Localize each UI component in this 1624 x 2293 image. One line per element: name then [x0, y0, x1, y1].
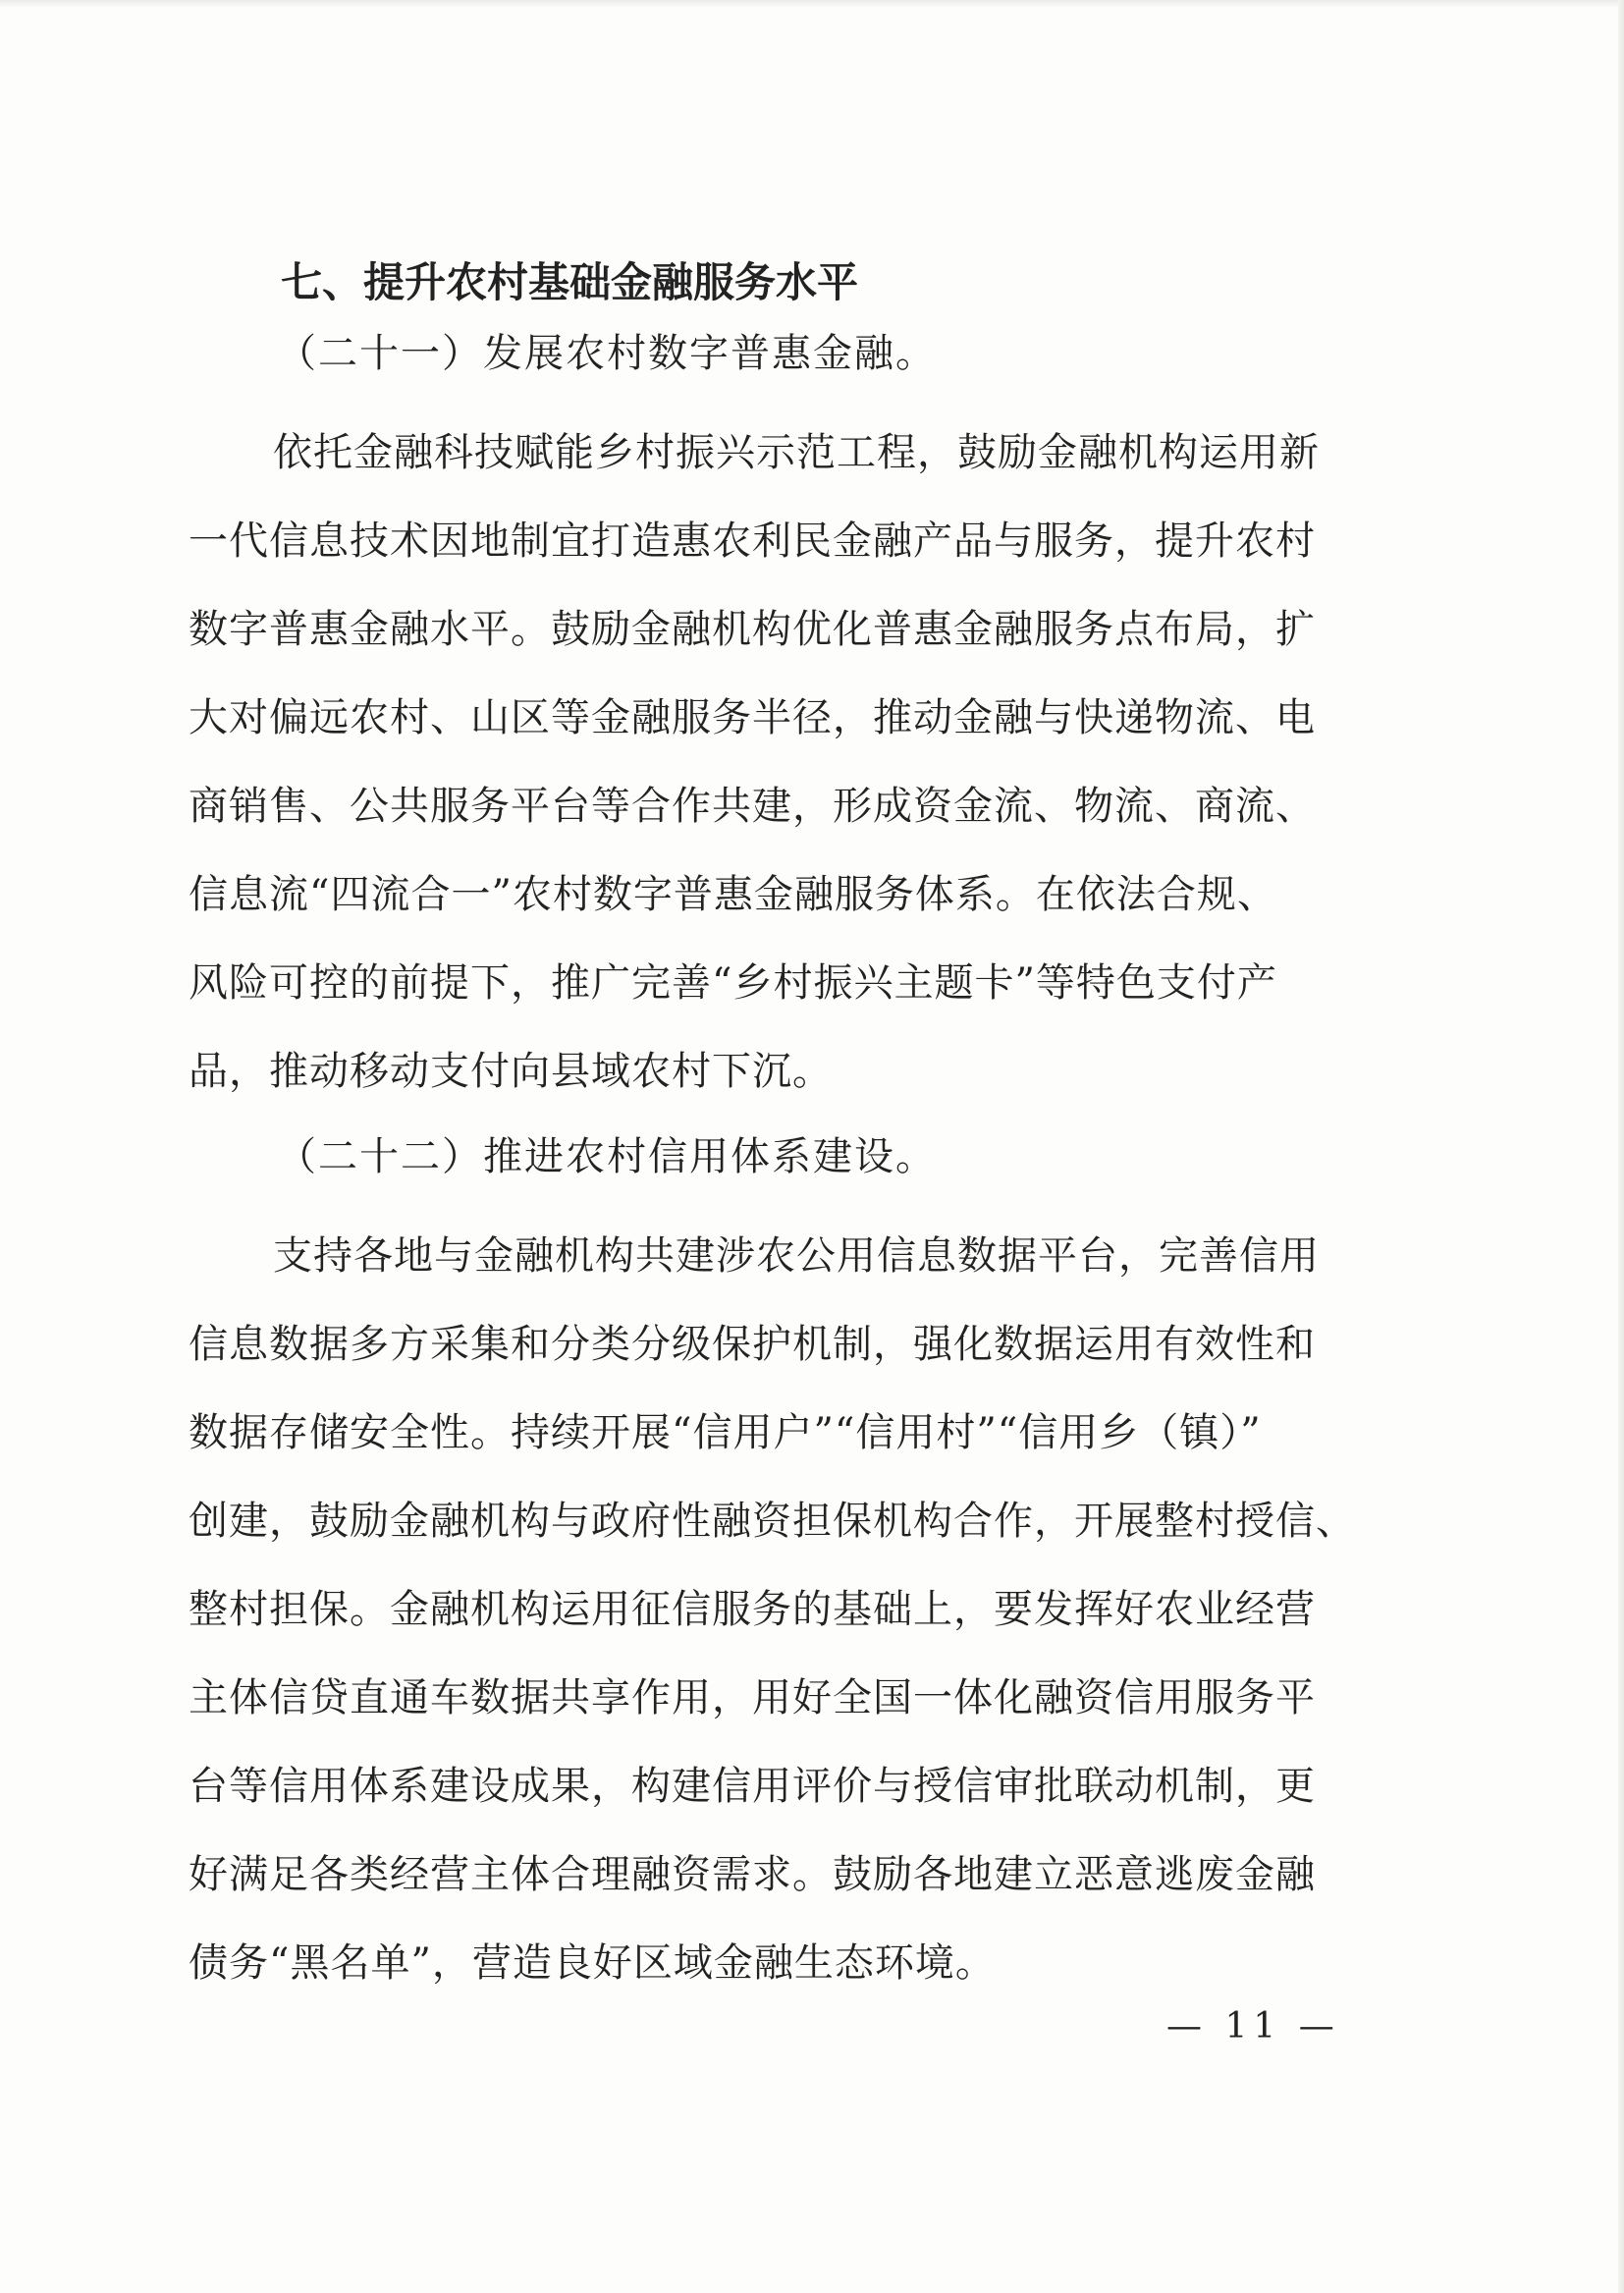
subsection-title-22: （二十二）推进农村信用体系建设。: [277, 1134, 937, 1179]
paragraph-21: [189, 409, 1367, 1116]
paragraph-line: 债务“黑名单”，营造良好区域金融生态环境。: [189, 1940, 996, 1986]
paragraph-line: 好满足各类经营主体合理融资需求。鼓励各地建立恶意逃废金融: [189, 1852, 1316, 1897]
section-heading: 七、提升农村基础金融服务水平: [281, 258, 859, 306]
paragraph-line: 大对偏远农村、山区等金融服务半径，推动金融与快递物流、电: [189, 695, 1316, 740]
scan-shadow-right: [1618, 0, 1624, 2293]
paragraph-line: 主体信贷直通车数据共享作用，用好全国一体化融资信用服务平: [189, 1675, 1316, 1720]
page-number: — 11 —: [1166, 2006, 1340, 2047]
paragraph-line: 信息流“四流合一”农村数字普惠金融服务体系。在依法合规、: [189, 872, 1277, 917]
subsection-title-21: （二十一）发展农村数字普惠金融。: [277, 331, 937, 376]
paragraph-line: 数据存储安全性。持续开展“信用户”“信用村”“信用乡（镇）”: [189, 1410, 1262, 1455]
document-body: [189, 247, 1367, 2007]
paragraph-line: 品，推动移动支付向县域农村下沉。: [189, 1049, 833, 1094]
paragraph-line: 数字普惠金融水平。鼓励金融机构优化普惠金融服务点布局，扩: [189, 607, 1316, 652]
paragraph-line: 创建，鼓励金融机构与政府性融资担保机构合作，开展整村授信、: [189, 1499, 1356, 1544]
scan-shadow-top: [0, 0, 1624, 8]
paragraph-line: 信息数据多方采集和分类分级保护机制，强化数据运用有效性和: [189, 1322, 1316, 1367]
paragraph-22: [189, 1212, 1367, 2007]
paragraph-line: 一代信息技术因地制宜打造惠农利民金融产品与服务，提升农村: [189, 519, 1316, 564]
paragraph-line: 支持各地与金融机构共建涉农公用信息数据平台，完善信用: [273, 1233, 1320, 1279]
paragraph-line: 商销售、公共服务平台等合作共建，形成资金流、物流、商流、: [189, 784, 1316, 829]
paragraph-line: 风险可控的前提下，推广完善“乡村振兴主题卡”等特色支付产: [189, 960, 1277, 1006]
paragraph-line: 依托金融科技赋能乡村振兴示范工程，鼓励金融机构运用新: [273, 430, 1320, 475]
paragraph-line: 台等信用体系建设成果，构建信用评价与授信审批联动机制，更: [189, 1764, 1316, 1809]
paragraph-line: 整村担保。金融机构运用征信服务的基础上，要发挥好农业经营: [189, 1587, 1316, 1632]
